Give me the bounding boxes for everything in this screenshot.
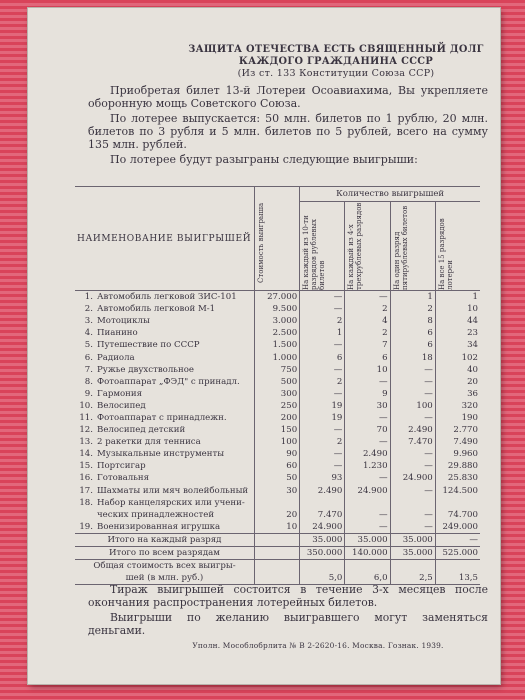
prize-c1: 7.470 <box>300 509 345 521</box>
total-cost-label-2: шей (в млн. руб.) <box>125 573 204 584</box>
prize-label: Военизированная игрушка <box>97 521 221 532</box>
prize-cost: 10 <box>254 521 299 534</box>
prize-label: Велосипед детский <box>97 425 186 436</box>
total-all-c3: 35.000 <box>390 546 435 559</box>
prize-cost: 200 <box>254 412 299 424</box>
total-cost-c4: 13,5 <box>435 572 480 585</box>
prize-c2: 2.490 <box>345 448 390 460</box>
prize-c2: 70 <box>345 424 390 436</box>
blank-corner <box>28 8 178 88</box>
prize-number: 5. <box>84 340 93 351</box>
prize-c4: 74.700 <box>435 509 480 521</box>
prize-c1: — <box>300 460 345 472</box>
prize-c2: — <box>345 521 390 534</box>
prize-c2: — <box>345 412 390 424</box>
prize-cost: 250 <box>254 400 299 412</box>
total-cost-c1: 5,0 <box>300 572 345 585</box>
prize-cost: 150 <box>254 424 299 436</box>
prize-number: 9. <box>84 388 93 399</box>
column-header-cost: Стоимость выигрыша <box>254 187 299 291</box>
table-row <box>75 424 480 436</box>
prize-c2 <box>345 497 390 509</box>
table-row <box>75 509 480 521</box>
prize-c1: — <box>300 339 345 351</box>
prize-c4: 34 <box>435 339 480 351</box>
prize-name <box>75 400 254 412</box>
table-row <box>75 376 480 388</box>
total-cost-c3: 2,5 <box>390 572 435 585</box>
table-row <box>75 315 480 327</box>
prize-c4: 40 <box>435 364 480 376</box>
prize-number: 19. <box>79 521 93 532</box>
table-row <box>75 497 480 509</box>
prize-c1: — <box>300 388 345 400</box>
prize-label: Ружье двухствольное <box>97 364 194 375</box>
prize-c4: 2.770 <box>435 424 480 436</box>
prize-c1: — <box>300 303 345 315</box>
total-each-label: Итого на каждый разряд <box>107 534 222 545</box>
prize-c2: — <box>345 291 390 304</box>
prize-label: ческих принадлежностей <box>97 509 215 520</box>
subheader-all-series: На все 15 разрядов лотереи <box>435 202 480 291</box>
prize-label: Фотоаппарат с принадлежн. <box>97 412 227 423</box>
total-each-c3: 35.000 <box>390 533 435 546</box>
prize-c4: 190 <box>435 412 480 424</box>
prize-name <box>75 291 254 304</box>
prize-c1: 93 <box>300 472 345 484</box>
prize-rows <box>75 291 480 534</box>
prize-c2: 2 <box>345 327 390 339</box>
prize-label: Фотоаппарат „ФЭД" с принадл. <box>97 376 240 387</box>
prize-c4: 20 <box>435 376 480 388</box>
prize-c1: 24.900 <box>300 521 345 534</box>
prize-number: 4. <box>84 328 93 339</box>
prize-name <box>75 339 254 351</box>
prize-label: Автомобиль легковой М-1 <box>97 304 216 315</box>
total-all-c1: 350.000 <box>300 546 345 559</box>
prize-c4: 7.490 <box>435 436 480 448</box>
prize-cost: 20 <box>254 509 299 521</box>
prize-label: Гармония <box>97 388 143 399</box>
prize-c2: 1.230 <box>345 460 390 472</box>
prize-c2: — <box>345 376 390 388</box>
prize-name <box>75 448 254 460</box>
prize-name <box>75 485 254 497</box>
prize-c4: 102 <box>435 351 480 363</box>
prize-number: 10. <box>79 400 93 411</box>
prize-number: 15. <box>79 461 93 472</box>
prize-name <box>75 303 254 315</box>
prize-c3: — <box>390 412 435 424</box>
prize-c3: 8 <box>390 315 435 327</box>
prize-cost: 50 <box>254 472 299 484</box>
table-row <box>75 412 480 424</box>
prize-c3: — <box>390 376 435 388</box>
prize-c1: 2 <box>300 376 345 388</box>
prize-label: Радиола <box>97 352 135 363</box>
prize-c2: 24.900 <box>345 485 390 497</box>
prize-c1 <box>300 497 345 509</box>
prize-name <box>75 460 254 472</box>
prize-c4: 25.830 <box>435 472 480 484</box>
prize-number: 7. <box>84 364 93 375</box>
prize-cost: 750 <box>254 364 299 376</box>
prize-name <box>75 388 254 400</box>
table-row <box>75 339 480 351</box>
prize-cost: 300 <box>254 388 299 400</box>
lottery-ticket-back <box>28 8 500 684</box>
prize-label: Путешествие по СССР <box>97 340 200 351</box>
prize-c1: 19 <box>300 412 345 424</box>
prize-number: 8. <box>84 376 93 387</box>
prize-c1: 2.490 <box>300 485 345 497</box>
prize-cost: 1.000 <box>254 351 299 363</box>
table-row <box>75 303 480 315</box>
prize-c4: 320 <box>435 400 480 412</box>
prize-label: Портсигар <box>97 461 146 472</box>
column-header-count: Количество выигрышей <box>300 187 480 202</box>
printer-imprint: Уполн. Мособлобрлита № В 2-2620-16. Москва. Гознак. 1939. <box>192 641 444 650</box>
slogan-line-2: КАЖДОГО ГРАЖДАНИНА СССР <box>238 56 434 67</box>
prize-name <box>75 436 254 448</box>
prize-c3: — <box>390 364 435 376</box>
prize-label: Готовальня <box>97 473 150 484</box>
prize-label: Пианино <box>97 328 138 339</box>
prize-c1: — <box>300 448 345 460</box>
subheader-ruble-tickets: На каждый из 10-ти разрядов рублевых билетов <box>300 202 345 291</box>
prize-c3: 18 <box>390 351 435 363</box>
prize-cost: 3.000 <box>254 315 299 327</box>
prize-label: Музыкальные инструменты <box>97 449 225 460</box>
prize-cost: 2.500 <box>254 327 299 339</box>
slogan-header <box>186 44 486 80</box>
table-row <box>75 388 480 400</box>
prize-c4 <box>435 497 480 509</box>
prize-c3: 1 <box>390 291 435 304</box>
prize-c3: — <box>390 521 435 534</box>
prize-c3: 7.470 <box>390 436 435 448</box>
prize-c3: — <box>390 460 435 472</box>
slogan-source: (Из ст. 133 Конституции Союза ССР) <box>237 68 435 79</box>
prize-cost: 500 <box>254 376 299 388</box>
table-row <box>75 327 480 339</box>
prize-c2: 9 <box>345 388 390 400</box>
table-row <box>75 448 480 460</box>
prize-c2: 4 <box>345 315 390 327</box>
prize-c1: — <box>300 364 345 376</box>
footer-text <box>88 583 488 639</box>
prize-number: 17. <box>79 485 93 496</box>
total-all-label: Итого по всем разрядам <box>109 548 220 559</box>
total-each-c4: — <box>435 533 480 546</box>
prize-c3: 100 <box>390 400 435 412</box>
prize-c3: — <box>390 388 435 400</box>
prize-label: Набор канцелярских или учени- <box>97 497 245 508</box>
prize-cost: 27.000 <box>254 291 299 304</box>
prize-cost <box>254 497 299 509</box>
prize-c1: 2 <box>300 315 345 327</box>
table-row <box>75 291 480 304</box>
total-all-c4: 525.000 <box>435 546 480 559</box>
prize-name <box>75 424 254 436</box>
prize-name <box>75 364 254 376</box>
table-row <box>75 460 480 472</box>
prize-c4: 23 <box>435 327 480 339</box>
prize-number: 13. <box>79 437 93 448</box>
prize-c4: 10 <box>435 303 480 315</box>
prize-c2: 7 <box>345 339 390 351</box>
prize-name <box>75 315 254 327</box>
prize-c3 <box>390 497 435 509</box>
prize-name <box>75 521 254 534</box>
prize-c4: 36 <box>435 388 480 400</box>
prize-number: 18. <box>79 497 93 508</box>
prize-c2: 2 <box>345 303 390 315</box>
prize-number: 3. <box>84 316 93 327</box>
intro-paragraph-3: По лотерее будут разыграны следующие выигрыши: <box>110 153 418 166</box>
table-row <box>75 351 480 363</box>
total-cost-label-1: Общая стоимость всех выигры- <box>93 561 236 572</box>
column-header-name: НАИМЕНОВАНИЕ ВЫИГРЫШЕЙ <box>75 187 254 291</box>
prize-c3: 2 <box>390 303 435 315</box>
prize-label: Мотоциклы <box>97 316 150 327</box>
table-row <box>75 436 480 448</box>
prize-c2: 30 <box>345 400 390 412</box>
total-each-c2: 35.000 <box>345 533 390 546</box>
table-row <box>75 400 480 412</box>
prize-c4: 124.500 <box>435 485 480 497</box>
prize-cost: 30 <box>254 485 299 497</box>
intro-text <box>88 84 488 168</box>
prize-c3: — <box>390 509 435 521</box>
total-cost-c2: 6,0 <box>345 572 390 585</box>
prize-c2: 10 <box>345 364 390 376</box>
prize-cost: 90 <box>254 448 299 460</box>
prize-c3: 24.900 <box>390 472 435 484</box>
prize-name <box>75 497 254 509</box>
intro-paragraph-1: Приобретая билет 13-й Лотереи Осоавиахима, Вы укрепляете оборонную мощь Советского Союза. <box>88 84 488 110</box>
prize-name <box>75 412 254 424</box>
prize-number: 11. <box>79 412 93 423</box>
prize-c1: 2 <box>300 436 345 448</box>
prize-c3: — <box>390 448 435 460</box>
table-row <box>75 485 480 497</box>
prize-c4: 29.880 <box>435 460 480 472</box>
prize-c1: 6 <box>300 351 345 363</box>
total-all-c2: 140.000 <box>345 546 390 559</box>
prize-number: 16. <box>79 473 93 484</box>
footer-paragraph-1: Тираж выигрышей состоится в течение 3-х месяцев после окончания распространения лотерейных билетов. <box>88 583 488 609</box>
prize-cost: 1.500 <box>254 339 299 351</box>
prize-c2: — <box>345 509 390 521</box>
prize-c3: — <box>390 485 435 497</box>
prize-name <box>75 376 254 388</box>
total-each-c1: 35.000 <box>300 533 345 546</box>
prize-cost: 60 <box>254 460 299 472</box>
prize-c3: 6 <box>390 339 435 351</box>
prize-cost: 9.500 <box>254 303 299 315</box>
prize-name <box>75 351 254 363</box>
prize-name <box>75 509 254 521</box>
prize-c2: — <box>345 472 390 484</box>
prize-c3: 6 <box>390 327 435 339</box>
prize-c2: 6 <box>345 351 390 363</box>
prize-number: 12. <box>79 425 93 436</box>
prize-c2: — <box>345 436 390 448</box>
prize-c4: 249.000 <box>435 521 480 534</box>
prize-label: Шахматы или мяч волейбольный <box>97 485 249 496</box>
prize-c3: 2.490 <box>390 424 435 436</box>
intro-paragraph-2: По лотерее выпускается: 50 млн. билетов по 1 рублю, 20 млн. билетов по 3 рубля и 5 млн. билетов по 5 рублей, всего на сумму 135 млн. рублей. <box>88 112 488 151</box>
prize-cost: 100 <box>254 436 299 448</box>
prize-c1: 19 <box>300 400 345 412</box>
prize-c1: — <box>300 424 345 436</box>
prize-label: Велосипед <box>97 400 146 411</box>
table-row <box>75 364 480 376</box>
prize-c4: 44 <box>435 315 480 327</box>
prize-name <box>75 472 254 484</box>
prize-name <box>75 327 254 339</box>
prize-c1: 1 <box>300 327 345 339</box>
footer-paragraph-2: Выигрыши по желанию выигравшего могут заменяться деньгами. <box>88 611 488 637</box>
prize-c1: — <box>300 291 345 304</box>
prize-label: Автомобиль легковой ЗИС-101 <box>97 292 237 303</box>
prize-c4: 9.960 <box>435 448 480 460</box>
subheader-three-ruble-tickets: На каждый из 4-х трехрублевых разрядов <box>345 202 390 291</box>
subheader-five-ruble-tickets: На один разряд пятирублевых билетов <box>390 202 435 291</box>
prize-number: 2. <box>84 304 93 315</box>
slogan-line-1: ЗАЩИТА ОТЕЧЕСТВА ЕСТЬ СВЯЩЕННЫЙ ДОЛГ <box>188 44 484 55</box>
table-row <box>75 472 480 484</box>
table-row <box>75 521 480 534</box>
prize-number: 1. <box>84 292 93 303</box>
prize-table <box>75 186 480 585</box>
prize-number: 14. <box>79 449 93 460</box>
prize-c4: 1 <box>435 291 480 304</box>
prize-label: 2 ракетки для тенниса <box>97 437 201 448</box>
prize-number: 6. <box>84 352 93 363</box>
